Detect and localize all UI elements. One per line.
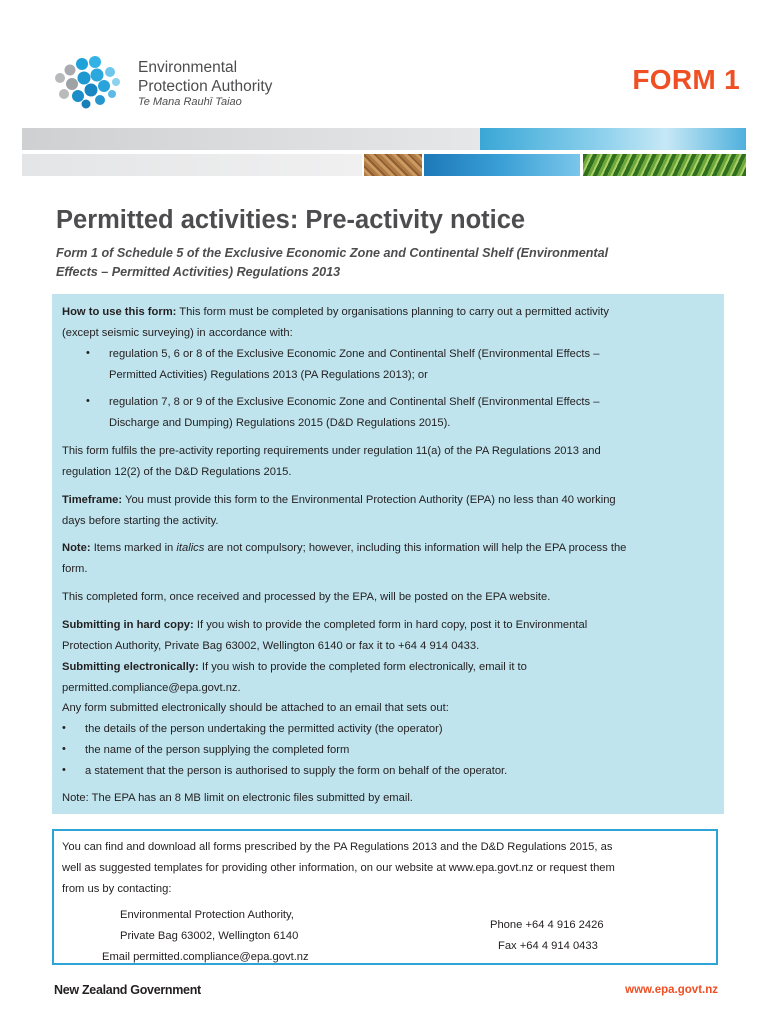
email-bullet-1: the details of the person undertaking the permitted activity (the operator) <box>85 723 443 735</box>
website-link[interactable]: www.epa.govt.nz <box>625 984 718 996</box>
fulfils-line1: This form fulfils the pre-activity reporting requirements under regulation 11(a) of the PA Regulations 2013 and <box>62 445 601 457</box>
note-text-italic: italics <box>176 542 205 554</box>
banner-water-photo <box>424 154 580 176</box>
hard-copy-text: If you wish to provide the completed form in hard copy, post it to Environmental <box>193 619 588 631</box>
org-name-line2: Protection Authority <box>138 78 273 95</box>
note-label: Note: <box>62 542 91 554</box>
banner-grey-strip-top <box>22 128 480 150</box>
bullet-icon: • <box>62 764 66 776</box>
reg-bullet-1-line2: Permitted Activities) Regulations 2013 (PA Regulations 2013); or <box>109 369 428 381</box>
timeframe-label: Timeframe: <box>62 494 123 506</box>
bullet-icon: • <box>62 743 66 755</box>
timeframe-line2: days before starting the activity. <box>62 515 219 527</box>
org-name <box>138 58 272 96</box>
bullet-icon: • <box>86 347 90 359</box>
electronic-line1 <box>62 657 527 678</box>
banner-grey-strip-bottom <box>22 154 362 176</box>
org-tagline: Te Mana Rauhī Taiao <box>138 96 242 108</box>
reg-bullet-2-line2: Discharge and Dumping) Regulations 2015 (D&D Regulations 2015). <box>109 417 451 429</box>
note-text-post: are not compulsory; however, including this information will help the EPA process the <box>204 542 627 554</box>
hard-copy-label: Submitting in hard copy: <box>62 619 194 631</box>
reg-bullet-2-line1: regulation 7, 8 or 9 of the Exclusive Economic Zone and Continental Shelf (Environmental Effects – <box>109 396 600 408</box>
email-bullet-2: the name of the person supplying the completed form <box>85 744 350 756</box>
contact-intro-line1: You can find and download all forms prescribed by the PA Regulations 2013 and the D&D Regulations 2015, as <box>62 841 613 853</box>
timeframe-text: You must provide this form to the Environmental Protection Authority (EPA) no less than 40 working <box>122 494 616 506</box>
bullet-icon: • <box>62 722 66 734</box>
subtitle-line1: Form 1 of Schedule 5 of the Exclusive Economic Zone and Continental Shelf (Environmental <box>56 246 609 260</box>
instructions-box <box>52 294 724 814</box>
form-number-label: FORM 1 <box>632 64 740 95</box>
nz-government-logo: New Zealand Government <box>54 983 201 997</box>
reg-bullet-1-line1: regulation 5, 6 or 8 of the Exclusive Economic Zone and Continental Shelf (Environmental Effects – <box>109 348 600 360</box>
how-to-line2: (except seismic surveying) in accordance with: <box>62 327 293 339</box>
note-text-pre: Items marked in <box>90 542 177 554</box>
email-bullet-3: a statement that the person is authorised to supply the form on behalf of the operator. <box>85 765 508 777</box>
subtitle-line2: Effects – Permitted Activities) Regulations 2013 <box>56 265 341 279</box>
how-to-label: How to use this form: <box>62 306 177 318</box>
contact-email[interactable]: Email permitted.compliance@epa.govt.nz <box>102 951 309 963</box>
contact-address-line2: Private Bag 63002, Wellington 6140 <box>120 930 299 942</box>
electronic-line3: Any form submitted electronically should be attached to an email that sets out: <box>62 702 449 714</box>
page-title: Permitted activities: Pre-activity notice <box>56 206 526 234</box>
how-to-line1 <box>62 302 609 323</box>
fulfils-line2: regulation 12(2) of the D&D Regulations 2015. <box>62 466 292 478</box>
timeframe-line1 <box>62 490 616 511</box>
page-subtitle <box>56 244 716 282</box>
org-name-line1: Environmental <box>138 59 238 76</box>
note-line2: form. <box>62 563 88 575</box>
epa-logo-dots-icon <box>52 56 128 110</box>
banner-fern-photo <box>583 154 746 176</box>
contact-fax: Fax +64 4 914 0433 <box>498 940 598 952</box>
electronic-email: permitted.compliance@epa.govt.nz. <box>62 682 241 694</box>
banner-sand-photo <box>364 154 422 176</box>
how-to-text: This form must be completed by organisations planning to carry out a permitted activity <box>176 306 609 318</box>
banner-sky-photo <box>480 128 746 150</box>
contact-address-line1: Environmental Protection Authority, <box>120 909 294 921</box>
hard-copy-line1 <box>62 615 587 636</box>
electronic-text: If you wish to provide the completed form electronically, email it to <box>198 661 527 673</box>
contact-box <box>52 829 718 965</box>
hard-copy-line2: Protection Authority, Private Bag 63002, Wellington 6140 or fax it to +64 4 914 0433. <box>62 640 480 652</box>
size-limit-note: Note: The EPA has an 8 MB limit on electronic files submitted by email. <box>62 792 413 804</box>
contact-intro-line3: from us by contacting: <box>62 883 172 895</box>
posted-text: This completed form, once received and processed by the EPA, will be posted on the EPA website. <box>62 591 551 603</box>
bullet-icon: • <box>86 395 90 407</box>
contact-intro-line2: well as suggested templates for providing other information, on our website at www.epa.govt.nz or request them <box>62 862 615 874</box>
contact-phone: Phone +64 4 916 2426 <box>490 919 604 931</box>
note-line1 <box>62 538 626 559</box>
electronic-label: Submitting electronically: <box>62 661 199 673</box>
